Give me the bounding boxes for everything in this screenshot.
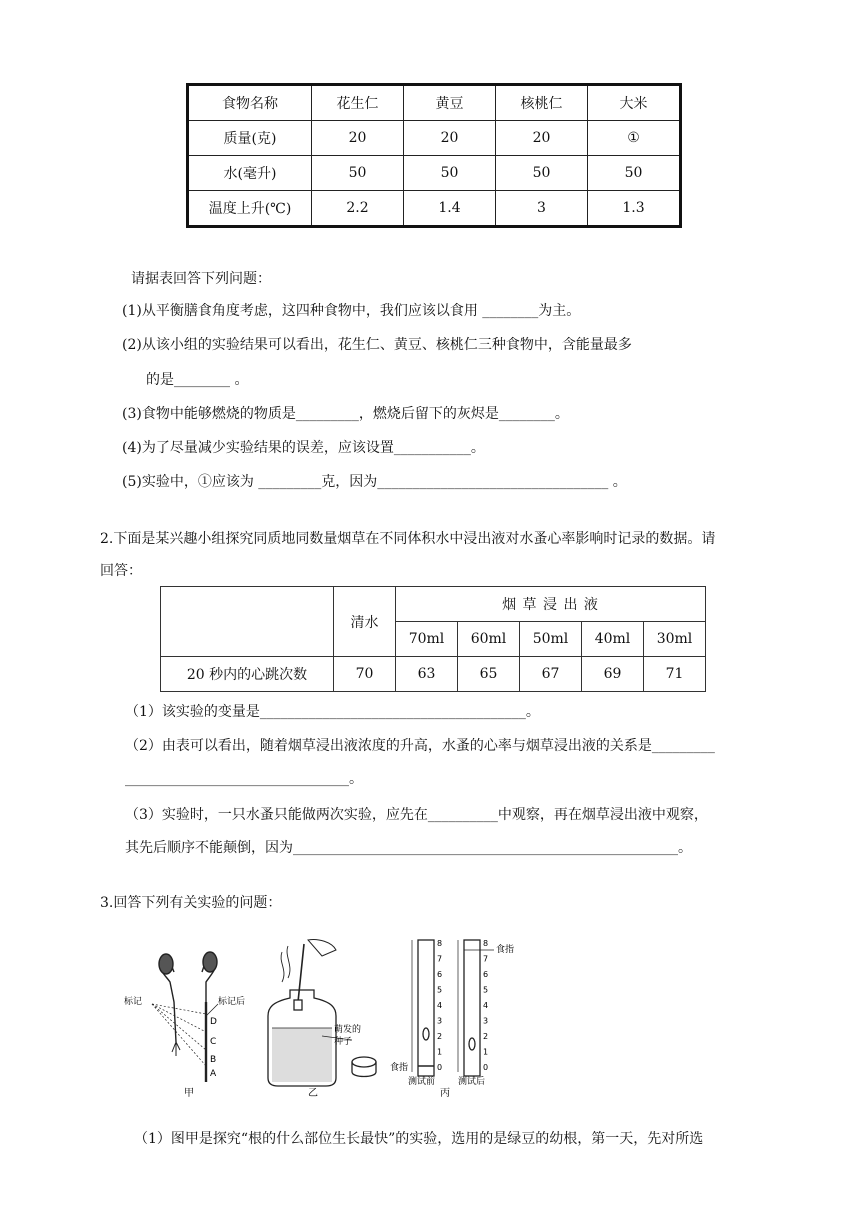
- table-row: [188, 121, 681, 156]
- scale-tick-label: 2: [437, 1032, 443, 1041]
- table-cell: 63: [396, 657, 458, 692]
- question-line: (4)为了尽量减少实验结果的误差，应该设置___________。: [122, 440, 485, 456]
- scale-tick-label: 6: [437, 970, 443, 979]
- table-header-row: [188, 85, 681, 121]
- question-line: （3）实验时，一只水蚤只能做两次实验，应先在__________中观察，再在烟草浸出液中观察，: [125, 807, 708, 823]
- table-cell: 1.4: [404, 191, 496, 227]
- table-cell: 50: [404, 156, 496, 191]
- table-cell: 40ml: [582, 622, 644, 657]
- question-line: (5)实验中，①应该为 _________克，因为_________________________________ 。: [122, 474, 627, 490]
- table-cell: 67: [520, 657, 582, 692]
- table-cell: 30ml: [644, 622, 706, 657]
- question-line: (1)从平衡膳食角度考虑，这四种食物中，我们应该以食用 ________为主。: [122, 303, 581, 319]
- table-row: [188, 156, 681, 191]
- question-line: （1）该实验的变量是______________________________________。: [125, 704, 540, 720]
- label-mengfa: 萌发的: [334, 1025, 362, 1035]
- question-stem: 2.下面是某兴趣小组探究同质地同数量烟草在不同体积水中浸出液对水蚤心率影响时记录的数据。请: [100, 531, 716, 547]
- table-cell: 50ml: [520, 622, 582, 657]
- label-before: 测试前: [408, 1077, 436, 1087]
- label-C: C: [210, 1037, 217, 1047]
- label-D: D: [210, 1017, 217, 1027]
- question-line: （2）由表可以看出，随着烟草浸出液浓度的升高，水蚤的心率与烟草浸出液的关系是_________: [125, 738, 715, 754]
- table-header-row: [161, 587, 706, 622]
- figure-jia-seedlings: [152, 952, 218, 1082]
- table-cell: 65: [458, 657, 520, 692]
- table-cell: 1.3: [588, 191, 681, 227]
- table-cell: 黄豆: [404, 85, 496, 121]
- scale-tick-label: 4: [483, 1001, 489, 1010]
- question-stem: 回答：: [100, 563, 142, 579]
- food-energy-table: [186, 83, 682, 228]
- table-cell: ①: [588, 121, 681, 156]
- scale-tick-label: 3: [437, 1016, 443, 1026]
- question-line: ________________________________。: [125, 771, 363, 787]
- label-biaoji: 标记: [124, 997, 143, 1007]
- scale-tick-label: 3: [483, 1016, 489, 1026]
- question-intro: 请据表回答下列问题：: [131, 271, 271, 287]
- label-biaojihou: 标记后: [218, 997, 246, 1007]
- table-cell: 20: [496, 121, 588, 156]
- table-cell: 质量(克): [188, 121, 312, 156]
- table-row: [161, 657, 706, 692]
- label-jia: 甲: [184, 1088, 194, 1099]
- table-cell: 食物名称: [188, 85, 312, 121]
- question-line: (2)从该小组的实验结果可以看出，花生仁、黄豆、核桃仁三种食物中，含能量最多: [122, 337, 632, 353]
- scale-tick-label: 1: [437, 1047, 443, 1057]
- table-cell: 20: [404, 121, 496, 156]
- table-cell: 清水: [334, 587, 396, 657]
- table-cell: 60ml: [458, 622, 520, 657]
- scale-tick-label: 7: [483, 954, 489, 964]
- question-stem: 3.回答下列有关实验的问题：: [100, 895, 282, 911]
- scale-tick-label: 0: [483, 1063, 489, 1072]
- scale-tick-label: 7: [437, 954, 443, 964]
- table-cell: 2.2: [312, 191, 404, 227]
- label-bing: 丙: [440, 1088, 450, 1099]
- table-cell: 70: [334, 657, 396, 692]
- scale-tick-label: 1: [483, 1047, 489, 1057]
- label-shizhi-top: 食指: [496, 945, 515, 955]
- scale-tick-label: 2: [483, 1032, 489, 1041]
- scale-tick-label: 5: [437, 985, 443, 995]
- table-cell: [161, 587, 334, 657]
- figure-bing-tubes: [412, 940, 494, 1076]
- table-cell: 大米: [588, 85, 681, 121]
- table-cell: 50: [588, 156, 681, 191]
- question-line: (3)食物中能够燃烧的物质是_________，燃烧后留下的灰烬是________。: [122, 406, 569, 422]
- table-cell: 20 秒内的心跳次数: [161, 657, 334, 692]
- question-line: 的是________ 。: [146, 372, 249, 388]
- scale-tick-label: 5: [483, 985, 489, 995]
- table-cell: 50: [496, 156, 588, 191]
- label-A: A: [210, 1069, 217, 1079]
- table-cell: 50: [312, 156, 404, 191]
- table-cell: 核桃仁: [496, 85, 588, 121]
- scale-tick-label: 8: [483, 939, 489, 948]
- figure-yi-jar: [268, 939, 376, 1086]
- scale-tick-label: 6: [483, 970, 489, 979]
- experiment-figure: [122, 932, 532, 1100]
- table-cell: 71: [644, 657, 706, 692]
- table-cell: 温度上升(℃): [188, 191, 312, 227]
- scale-tick-label: 4: [437, 1001, 443, 1010]
- table-cell: 花生仁: [312, 85, 404, 121]
- label-after: 测试后: [458, 1077, 486, 1087]
- label-B: B: [210, 1055, 217, 1065]
- label-shizhi-bottom: 食指: [390, 1063, 409, 1073]
- scale-tick-label: 0: [437, 1063, 443, 1072]
- question-line: 其先后顺序不能颠倒，因为_______________________________________________________。: [125, 840, 692, 856]
- question-line: （1）图甲是探究“根的什么部位生长最快”的实验，选用的是绿豆的幼根，第一天，先对所选: [134, 1131, 704, 1147]
- table-cell: 20: [312, 121, 404, 156]
- table-cell: 69: [582, 657, 644, 692]
- table-cell: 烟 草 浸 出 液: [396, 587, 706, 622]
- table-cell: 3: [496, 191, 588, 227]
- table-row: [188, 191, 681, 227]
- table-cell: 70ml: [396, 622, 458, 657]
- label-yi: 乙: [308, 1088, 318, 1099]
- heart-rate-table: [160, 586, 706, 692]
- label-zhongzi: 种子: [334, 1037, 353, 1047]
- scale-tick-label: 8: [437, 939, 443, 948]
- table-cell: 水(毫升): [188, 156, 312, 191]
